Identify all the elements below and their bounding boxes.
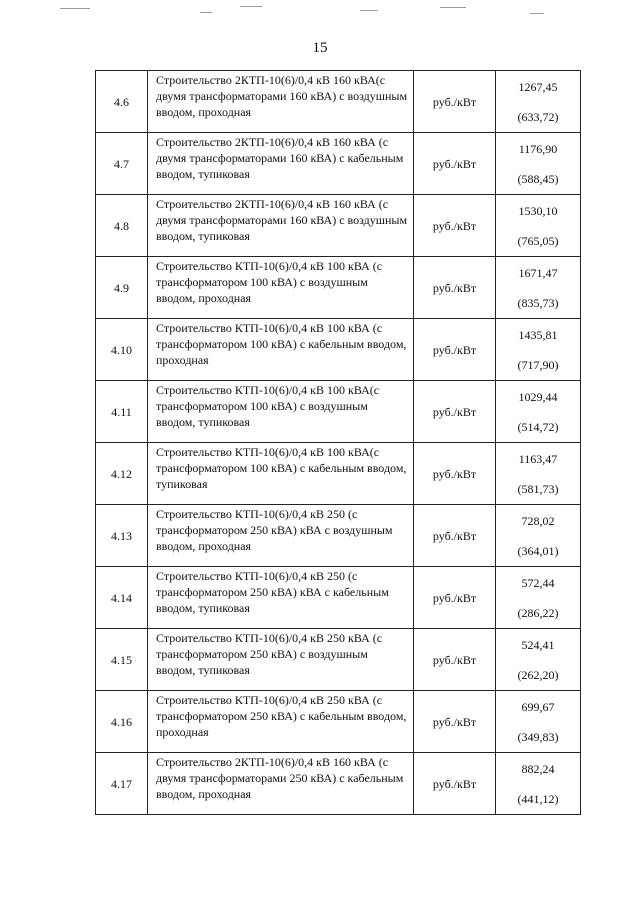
item-number: 4.15 — [96, 629, 148, 691]
item-rate-half: (364,01) — [517, 543, 559, 558]
item-rate: 1435,81 — [518, 327, 558, 342]
item-rate: 1267,45 — [518, 79, 558, 94]
item-rate: 572,44 — [521, 575, 555, 590]
item-number: 4.7 — [96, 133, 148, 195]
item-rate-half: (588,45) — [517, 171, 559, 186]
item-description: Строительство 2КТП-10(6)/0,4 кВ 160 кВА(с двумя трансформаторами 160 кВА) с воздушным вводом, проходная — [148, 71, 414, 133]
table-row — [96, 691, 581, 753]
item-description: Строительство КТП-10(6)/0,4 кВ 250 (с трансформатором 250 кВА) кВА с воздушным вводом, проходная — [148, 505, 414, 567]
item-rate: 699,67 — [521, 699, 555, 714]
item-rate: 1671,47 — [518, 265, 558, 280]
item-rate-half: (262,20) — [517, 667, 559, 682]
item-rate-cell — [496, 567, 581, 629]
item-rate-cell — [496, 443, 581, 505]
item-description: Строительство КТП-10(6)/0,4 кВ 250 кВА (с трансформатором 250 кВА) с воздушным вводом, тупиковая — [148, 629, 414, 691]
item-rate-cell — [496, 629, 581, 691]
item-rate-half: (286,22) — [517, 605, 559, 620]
item-unit: руб./кВт — [414, 567, 496, 629]
item-rate: 524,41 — [521, 637, 555, 652]
item-rate-cell — [496, 257, 581, 319]
item-rate-half: (581,73) — [517, 481, 559, 496]
item-description: Строительство КТП-10(6)/0,4 кВ 250 (с трансформатором 250 кВА) кВА с кабельным вводом, тупиковая — [148, 567, 414, 629]
item-rate: 882,24 — [521, 761, 555, 776]
item-unit: руб./кВт — [414, 381, 496, 443]
item-unit: руб./кВт — [414, 71, 496, 133]
item-rate-cell — [496, 133, 581, 195]
page-number: 15 — [312, 40, 328, 56]
item-number: 4.16 — [96, 691, 148, 753]
item-unit: руб./кВт — [414, 195, 496, 257]
item-rate: 1163,47 — [518, 451, 558, 466]
item-rate-cell — [496, 319, 581, 381]
table-row — [96, 629, 581, 691]
item-number: 4.8 — [96, 195, 148, 257]
item-unit: руб./кВт — [414, 753, 496, 815]
item-rate-cell — [496, 381, 581, 443]
item-description: Строительство КТП-10(6)/0,4 кВ 100 кВА(с трансформатором 100 кВА) с воздушным вводом, тупиковая — [148, 381, 414, 443]
table-row — [96, 71, 581, 133]
scan-artifacts — [60, 4, 560, 24]
item-description: Строительство КТП-10(6)/0,4 кВ 100 кВА (с трансформатором 100 кВА) с кабельным вводом, проходная — [148, 319, 414, 381]
item-unit: руб./кВт — [414, 319, 496, 381]
item-rate-cell — [496, 505, 581, 567]
item-rate-half: (349,83) — [517, 729, 559, 744]
item-description: Строительство 2КТП-10(6)/0,4 кВ 160 кВА (с двумя трансформаторами 250 кВА) с кабельным вводом, проходная — [148, 753, 414, 815]
item-rate-half: (835,73) — [517, 295, 559, 310]
item-description: Строительство 2КТП-10(6)/0,4 кВ 160 кВА (с двумя трансформаторами 160 кВА) с воздушным вводом, тупиковая — [148, 195, 414, 257]
item-rate: 728,02 — [521, 513, 555, 528]
table-row — [96, 195, 581, 257]
item-rate-cell — [496, 753, 581, 815]
item-rate-half: (717,90) — [517, 357, 559, 372]
item-unit: руб./кВт — [414, 443, 496, 505]
item-number: 4.13 — [96, 505, 148, 567]
item-number: 4.9 — [96, 257, 148, 319]
table-row — [96, 505, 581, 567]
item-number: 4.11 — [96, 381, 148, 443]
table-row — [96, 753, 581, 815]
item-description: Строительство 2КТП-10(6)/0,4 кВ 160 кВА (с двумя трансформаторами 160 кВА) с кабельным вводом, тупиковая — [148, 133, 414, 195]
table-row — [96, 319, 581, 381]
item-rate: 1176,90 — [518, 141, 558, 156]
item-rate-cell — [496, 71, 581, 133]
item-unit: руб./кВт — [414, 133, 496, 195]
item-description: Строительство КТП-10(6)/0,4 кВ 100 кВА(с трансформатором 100 кВА) с кабельным вводом, тупиковая — [148, 443, 414, 505]
item-description: Строительство КТП-10(6)/0,4 кВ 250 кВА (с трансформатором 250 кВА) с кабельным вводом, проходная — [148, 691, 414, 753]
item-number: 4.17 — [96, 753, 148, 815]
item-number: 4.10 — [96, 319, 148, 381]
item-number: 4.14 — [96, 567, 148, 629]
item-rate-cell — [496, 691, 581, 753]
item-rate-half: (765,05) — [517, 233, 559, 248]
item-rate: 1029,44 — [518, 389, 558, 404]
item-rate-cell — [496, 195, 581, 257]
tariff-table-body — [96, 71, 581, 815]
item-number: 4.12 — [96, 443, 148, 505]
item-description: Строительство КТП-10(6)/0,4 кВ 100 кВА (с трансформатором 100 кВА) с воздушным вводом, проходная — [148, 257, 414, 319]
item-rate-half: (514,72) — [517, 419, 559, 434]
item-rate-half: (633,72) — [517, 109, 559, 124]
item-unit: руб./кВт — [414, 691, 496, 753]
tariff-table — [95, 70, 581, 815]
table-row — [96, 381, 581, 443]
table-row — [96, 443, 581, 505]
table-row — [96, 133, 581, 195]
item-unit: руб./кВт — [414, 505, 496, 567]
item-unit: руб./кВт — [414, 629, 496, 691]
item-unit: руб./кВт — [414, 257, 496, 319]
table-row — [96, 257, 581, 319]
item-rate: 1530,10 — [518, 203, 558, 218]
item-number: 4.6 — [96, 71, 148, 133]
item-rate-half: (441,12) — [517, 791, 559, 806]
table-row — [96, 567, 581, 629]
